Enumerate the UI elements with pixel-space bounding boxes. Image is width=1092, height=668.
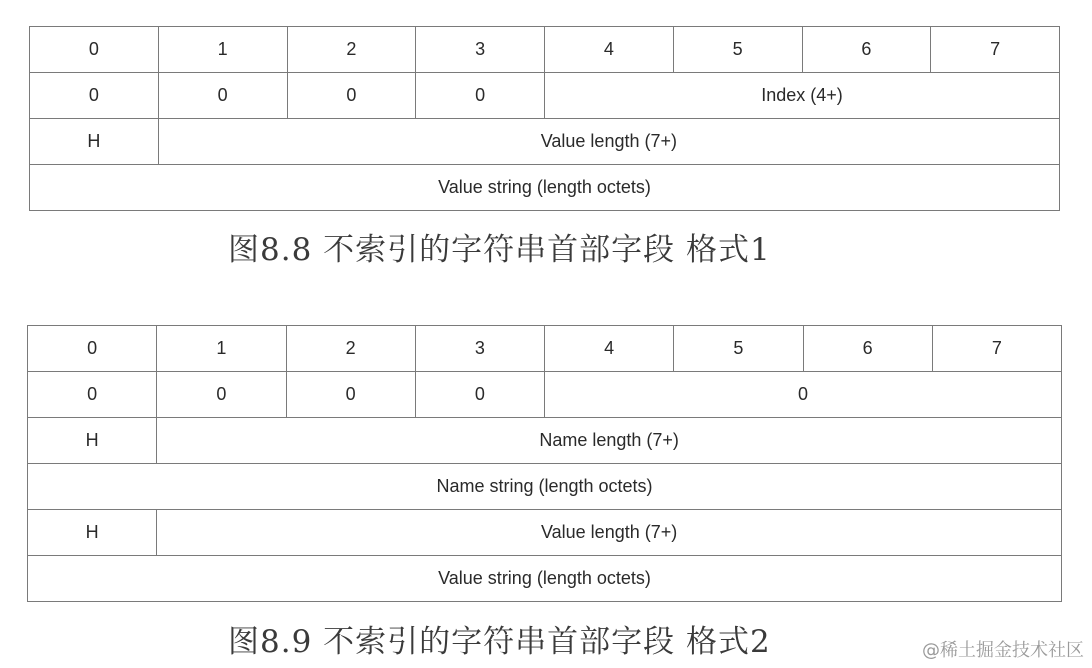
figure2-caption: 图8.9 不索引的字符串首部字段 格式2 — [228, 624, 771, 660]
bit-1-header: 1 — [158, 27, 287, 73]
name-huffman-flag: H — [28, 418, 157, 464]
format2-table — [27, 325, 1062, 602]
index-field: Index (4+) — [545, 73, 1060, 119]
prefix-bit-2: 0 — [286, 372, 415, 418]
bit-index-row — [30, 27, 1060, 73]
prefix-bit-2: 0 — [287, 73, 416, 119]
name-length-row — [28, 418, 1062, 464]
bit-6-header: 6 — [803, 326, 932, 372]
value-string-field: Value string (length octets) — [30, 165, 1060, 211]
prefix-bit-3: 0 — [415, 372, 544, 418]
bit-7-header: 7 — [932, 326, 1061, 372]
bit-4-header: 4 — [545, 27, 674, 73]
bit-6-header: 6 — [802, 27, 931, 73]
bit-2-header: 2 — [286, 326, 415, 372]
prefix-bit-1: 0 — [157, 372, 286, 418]
figure1-caption: 图8.8 不索引的字符串首部字段 格式1 — [228, 232, 771, 268]
bit-1-header: 1 — [157, 326, 286, 372]
prefix-row — [30, 73, 1060, 119]
prefix-bit-3: 0 — [416, 73, 545, 119]
value-length-field: Value length (7+) — [157, 510, 1062, 556]
value-huffman-flag: H — [28, 510, 157, 556]
bit-0-header: 0 — [30, 27, 159, 73]
value-string-row — [28, 556, 1062, 602]
prefix-row — [28, 372, 1062, 418]
bit-2-header: 2 — [287, 27, 416, 73]
prefix-bit-0: 0 — [28, 372, 157, 418]
bit-7-header: 7 — [931, 27, 1060, 73]
huffman-flag: H — [30, 119, 159, 165]
value-string-row — [30, 165, 1060, 211]
name-length-field: Name length (7+) — [157, 418, 1062, 464]
watermark: @稀土掘金技术社区 — [922, 640, 1084, 661]
value-string-field: Value string (length octets) — [28, 556, 1062, 602]
bit-4-header: 4 — [545, 326, 674, 372]
bit-index-row — [28, 326, 1062, 372]
prefix-bit-1: 0 — [158, 73, 287, 119]
value-length-row — [30, 119, 1060, 165]
format1-table — [29, 26, 1060, 211]
prefix-bit-0: 0 — [30, 73, 159, 119]
bit-0-header: 0 — [28, 326, 157, 372]
index-zero-field: 0 — [545, 372, 1062, 418]
bit-3-header: 3 — [416, 27, 545, 73]
value-length-row — [28, 510, 1062, 556]
bit-5-header: 5 — [674, 326, 803, 372]
name-string-row — [28, 464, 1062, 510]
bit-3-header: 3 — [415, 326, 544, 372]
value-length-field: Value length (7+) — [158, 119, 1059, 165]
bit-5-header: 5 — [673, 27, 802, 73]
name-string-field: Name string (length octets) — [28, 464, 1062, 510]
